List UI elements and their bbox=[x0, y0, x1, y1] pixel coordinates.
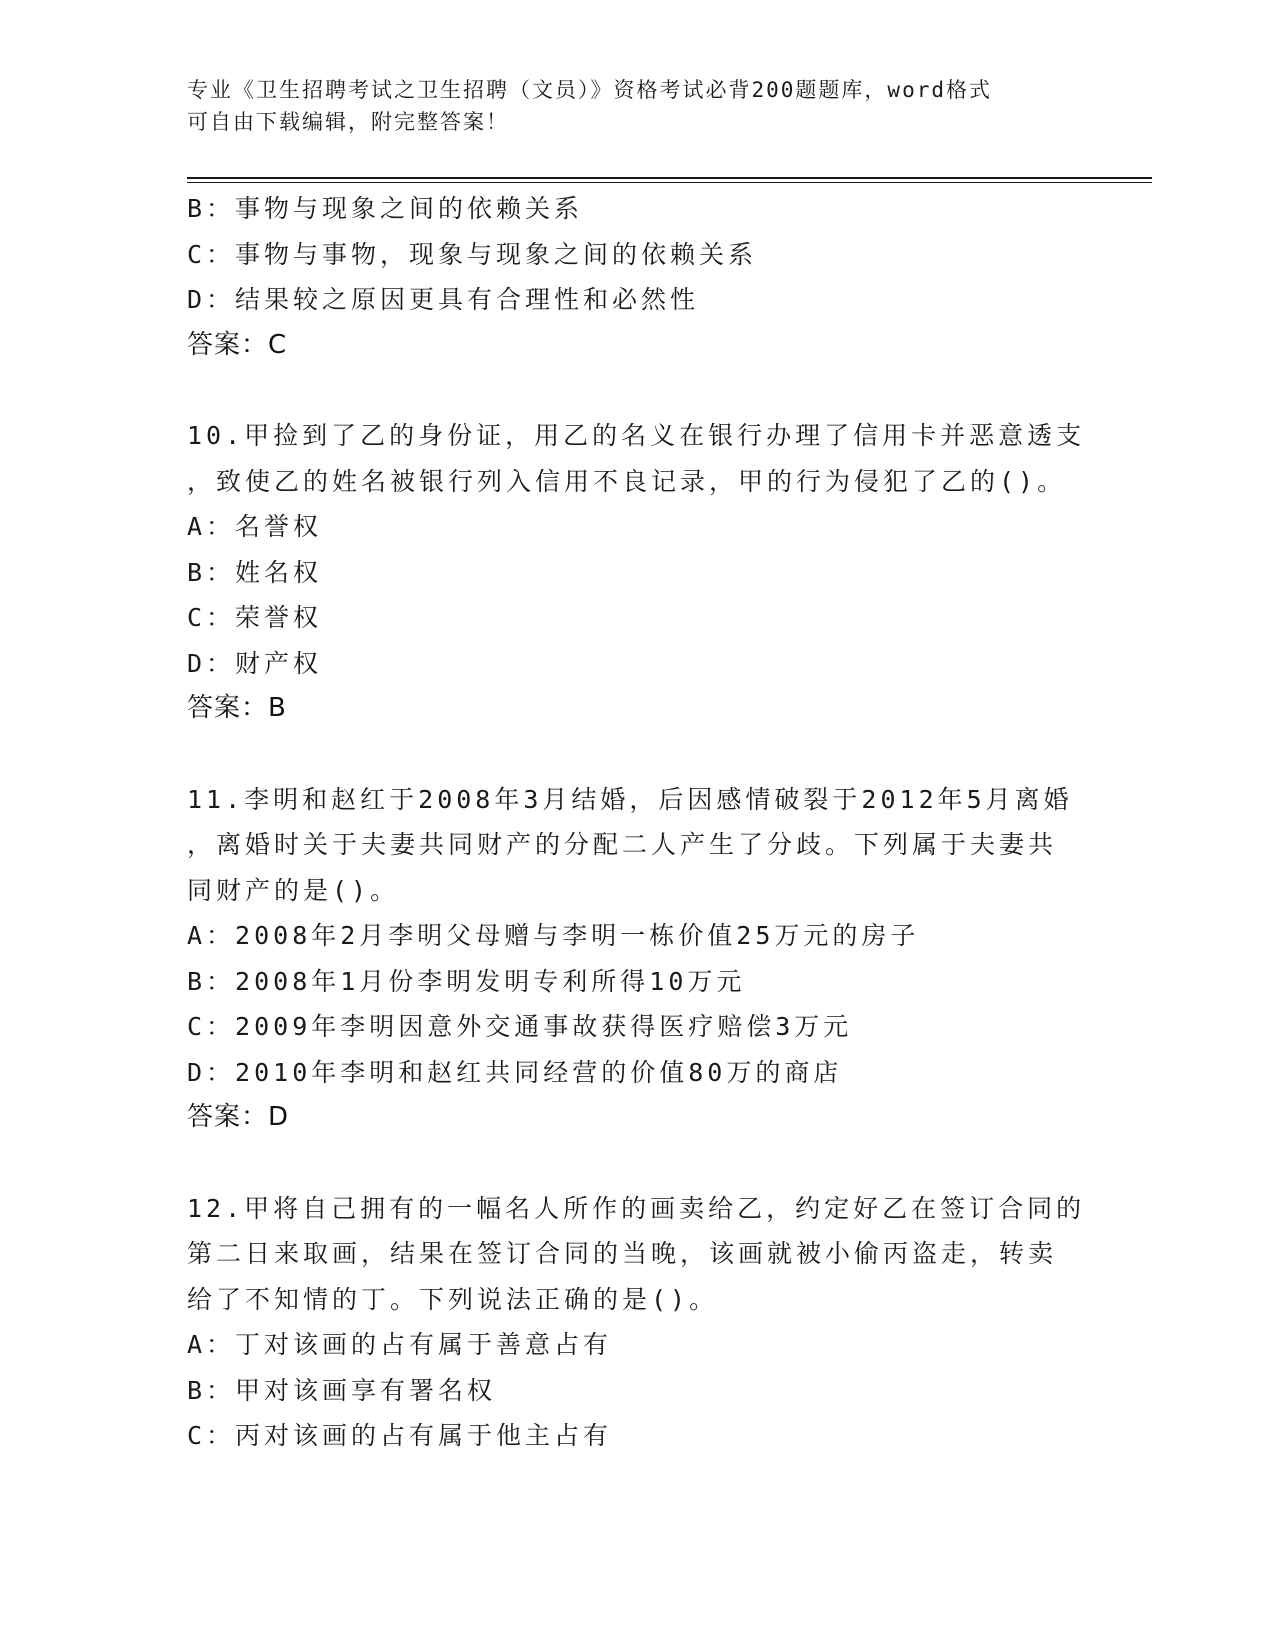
option-b: B：事物与现象之间的依赖关系 bbox=[187, 194, 584, 223]
question-12 bbox=[187, 1186, 1087, 1459]
question-stem-line: ，致使乙的姓名被银行列入信用不良记录，甲的行为侵犯了乙的()。 bbox=[187, 466, 1067, 496]
header-rule-thin bbox=[187, 182, 1152, 183]
option-c: C：丙对该画的占有属于他主占有 bbox=[187, 1421, 613, 1450]
question-stem-line: 第二日来取画，结果在签订合同的当晚，该画就被小偷丙盗走，转卖 bbox=[187, 1239, 1058, 1268]
option-b: B：姓名权 bbox=[187, 557, 323, 587]
question-stem-line: 11.李明和赵红于2008年3月结婚，后因感情破裂于2012年5月离婚 bbox=[187, 784, 1073, 814]
header-rule-thick bbox=[187, 177, 1152, 179]
option-d: D：2010年李明和赵红共同经营的价值80万的商店 bbox=[187, 1057, 843, 1087]
question-stem-line: 12.甲将自己拥有的一幅名人所作的画卖给乙，约定好乙在签订合同的 bbox=[187, 1193, 1086, 1223]
header-line-1: 专业《卫生招聘考试之卫生招聘（文员）》资格考试必背200题题库，word格式 bbox=[187, 78, 992, 102]
option-a: A：名誉权 bbox=[187, 512, 323, 541]
question-9-continued bbox=[187, 186, 1087, 368]
question-11 bbox=[187, 777, 1087, 1141]
option-a: A：丁对该画的占有属于善意占有 bbox=[187, 1330, 613, 1359]
option-c: C：2009年李明因意外交通事故获得医疗赔偿3万元 bbox=[187, 1012, 853, 1041]
question-stem-line: 同财产的是()。 bbox=[187, 875, 400, 905]
question-list bbox=[187, 186, 1087, 1459]
question-10 bbox=[187, 413, 1087, 732]
header-line-2: 可自由下载编辑，附完整答案！ bbox=[187, 110, 509, 134]
spacer bbox=[187, 368, 1087, 413]
option-d: D：结果较之原因更具有合理性和必然性 bbox=[187, 285, 700, 314]
option-b: B：2008年1月份李明发明专利所得10万元 bbox=[187, 966, 746, 996]
spacer bbox=[187, 732, 1087, 777]
option-c: C：荣誉权 bbox=[187, 603, 323, 632]
question-stem-line: 给了不知情的丁。下列说法正确的是()。 bbox=[187, 1284, 719, 1314]
spacer bbox=[187, 1141, 1087, 1186]
question-stem-line: ，离婚时关于夫妻共同财产的分配二人产生了分歧。下列属于夫妻共 bbox=[187, 830, 1058, 859]
answer-label: 答案：B bbox=[187, 693, 287, 723]
answer-label: 答案：C bbox=[187, 329, 288, 360]
document-header bbox=[187, 74, 1067, 138]
option-c: C：事物与事物，现象与现象之间的依赖关系 bbox=[187, 239, 758, 269]
question-stem-line: 10.甲捡到了乙的身份证，用乙的名义在银行办理了信用卡并恶意透支 bbox=[187, 421, 1086, 450]
option-a: A：2008年2月李明父母赠与李明一栋价值25万元的房子 bbox=[187, 921, 920, 950]
option-b: B：甲对该画享有署名权 bbox=[187, 1375, 497, 1405]
option-d: D：财产权 bbox=[187, 648, 323, 678]
answer-label: 答案：D bbox=[187, 1102, 290, 1132]
